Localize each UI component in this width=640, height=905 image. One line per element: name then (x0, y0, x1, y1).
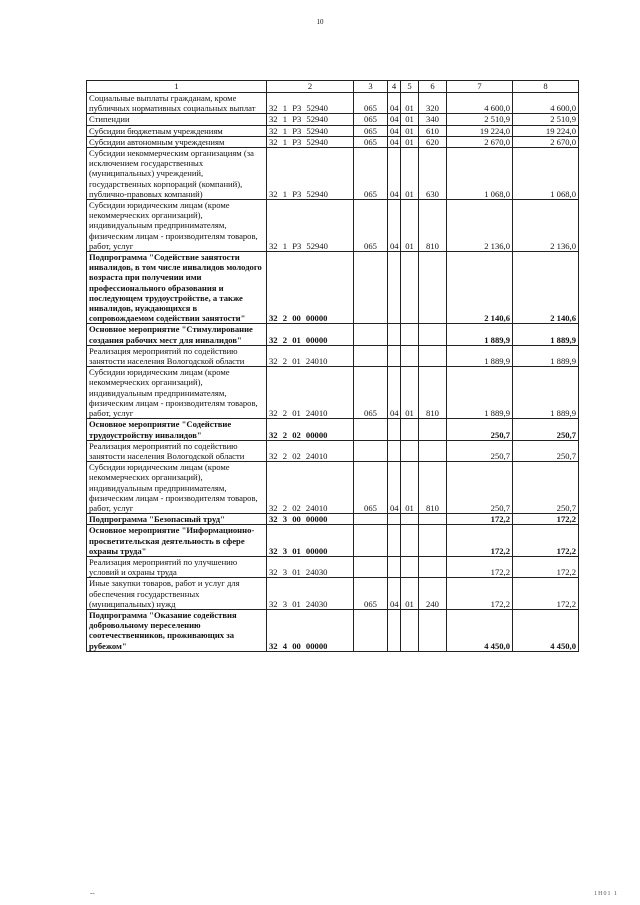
row-ministry-cell (354, 525, 388, 557)
table-row (87, 578, 579, 610)
row-subsection-cell (401, 609, 419, 651)
row-code-cell: 32 2 01 00000 (267, 324, 354, 345)
row-subsection-cell (401, 556, 419, 577)
table-row (87, 345, 579, 366)
row-ministry-cell: 065 (354, 93, 388, 114)
row-subsection-cell (401, 252, 419, 324)
row-code-cell: 32 3 01 24030 (267, 578, 354, 610)
row-amount-cell: 172,2 (447, 525, 513, 557)
row-section-cell: 04 (388, 200, 401, 252)
row-amount-cell: 2 140,6 (447, 252, 513, 324)
row-section-cell (388, 525, 401, 557)
footer-mark-left: -- (90, 889, 95, 897)
row-ministry-cell (354, 440, 388, 461)
row-amount-cell: 1 889,9 (513, 345, 579, 366)
row-amount-cell: 250,7 (513, 462, 579, 514)
row-section-cell (388, 609, 401, 651)
table-row (87, 525, 579, 557)
row-section-cell (388, 440, 401, 461)
row-section-cell: 04 (388, 462, 401, 514)
row-amount-cell: 172,2 (513, 578, 579, 610)
row-amount-cell: 1 068,0 (513, 148, 579, 200)
column-header: 1 (87, 81, 267, 93)
row-code-cell: 32 1 Р3 52940 (267, 200, 354, 252)
row-code-cell: 32 1 Р3 52940 (267, 114, 354, 125)
row-name-cell: Подпрограмма "Оказание содействия добровольному переселению соотечественников, проживающих за рубежом" (87, 609, 267, 651)
row-amount-cell: 2 510,9 (513, 114, 579, 125)
column-header: 2 (267, 81, 354, 93)
row-ministry-cell: 065 (354, 462, 388, 514)
row-name-cell: Субсидии автономным учреждениям (87, 136, 267, 147)
row-amount-cell: 172,2 (447, 578, 513, 610)
row-name-cell: Стипендии (87, 114, 267, 125)
row-expense-type-cell (419, 609, 447, 651)
row-expense-type-cell (419, 440, 447, 461)
table-row (87, 125, 579, 136)
row-code-cell: 32 1 Р3 52940 (267, 148, 354, 200)
column-header: 6 (419, 81, 447, 93)
row-code-cell: 32 2 02 24010 (267, 440, 354, 461)
row-code-cell: 32 1 Р3 52940 (267, 93, 354, 114)
row-amount-cell: 2 140,6 (513, 252, 579, 324)
budget-table (86, 80, 579, 652)
table-row (87, 252, 579, 324)
row-ministry-cell (354, 609, 388, 651)
row-code-cell: 32 1 Р3 52940 (267, 136, 354, 147)
table-row (87, 93, 579, 114)
table-row (87, 114, 579, 125)
row-code-cell: 32 3 01 00000 (267, 525, 354, 557)
row-amount-cell: 1 889,9 (513, 367, 579, 419)
row-subsection-cell (401, 324, 419, 345)
row-code-cell: 32 3 00 00000 (267, 514, 354, 525)
row-ministry-cell: 065 (354, 367, 388, 419)
row-section-cell (388, 252, 401, 324)
row-ministry-cell: 065 (354, 114, 388, 125)
row-amount-cell: 4 600,0 (447, 93, 513, 114)
row-amount-cell: 19 224,0 (513, 125, 579, 136)
row-name-cell: Иные закупки товаров, работ и услуг для обеспечения государственных (муниципальных) нужд (87, 578, 267, 610)
row-subsection-cell: 01 (401, 136, 419, 147)
row-amount-cell: 250,7 (513, 440, 579, 461)
row-expense-type-cell: 340 (419, 114, 447, 125)
row-name-cell: Субсидии юридическим лицам (кроме некоммерческих организаций), индивидуальным предпринимателям, физическим лицам - производителям товаров, работ, услуг (87, 367, 267, 419)
row-subsection-cell: 01 (401, 125, 419, 136)
row-expense-type-cell (419, 419, 447, 440)
row-code-cell: 32 2 02 24010 (267, 462, 354, 514)
row-amount-cell: 4 450,0 (513, 609, 579, 651)
row-section-cell: 04 (388, 125, 401, 136)
row-expense-type-cell (419, 556, 447, 577)
row-amount-cell: 1 889,9 (447, 324, 513, 345)
row-name-cell: Субсидии бюджетным учреждениям (87, 125, 267, 136)
row-expense-type-cell (419, 252, 447, 324)
row-amount-cell: 250,7 (447, 440, 513, 461)
row-amount-cell: 250,7 (513, 419, 579, 440)
footer-mark-right: 1Н01 1 (594, 891, 618, 897)
row-section-cell (388, 556, 401, 577)
row-amount-cell: 2 510,9 (447, 114, 513, 125)
table-row (87, 556, 579, 577)
row-name-cell: Субсидии некоммерческим организациям (за исключением государственных (муниципальных) учреждений, государственных корпораций (компаний), публично-правовых компаний) (87, 148, 267, 200)
row-code-cell: 32 2 01 24010 (267, 345, 354, 366)
table-row (87, 136, 579, 147)
row-amount-cell: 172,2 (447, 514, 513, 525)
row-expense-type-cell (419, 525, 447, 557)
row-amount-cell: 172,2 (513, 556, 579, 577)
column-header: 8 (513, 81, 579, 93)
row-ministry-cell (354, 514, 388, 525)
row-name-cell: Основное мероприятие "Содействие трудоустройству инвалидов" (87, 419, 267, 440)
row-ministry-cell (354, 556, 388, 577)
row-ministry-cell: 065 (354, 148, 388, 200)
row-name-cell: Реализация мероприятий по содействию занятости населения Вологодской области (87, 440, 267, 461)
row-subsection-cell: 01 (401, 114, 419, 125)
row-expense-type-cell: 810 (419, 200, 447, 252)
row-ministry-cell: 065 (354, 200, 388, 252)
row-expense-type-cell: 810 (419, 462, 447, 514)
row-amount-cell: 19 224,0 (447, 125, 513, 136)
row-amount-cell: 4 600,0 (513, 93, 579, 114)
table-body (87, 93, 579, 652)
row-amount-cell: 250,7 (447, 419, 513, 440)
row-subsection-cell: 01 (401, 462, 419, 514)
table-row (87, 609, 579, 651)
column-header: 7 (447, 81, 513, 93)
row-expense-type-cell (419, 345, 447, 366)
row-ministry-cell (354, 419, 388, 440)
row-amount-cell: 1 068,0 (447, 148, 513, 200)
row-amount-cell: 2 136,0 (447, 200, 513, 252)
row-amount-cell: 172,2 (513, 514, 579, 525)
row-section-cell: 04 (388, 148, 401, 200)
row-expense-type-cell: 240 (419, 578, 447, 610)
row-name-cell: Реализация мероприятий по улучшению условий и охраны труда (87, 556, 267, 577)
row-section-cell: 04 (388, 114, 401, 125)
row-subsection-cell (401, 440, 419, 461)
row-ministry-cell (354, 252, 388, 324)
row-amount-cell: 250,7 (447, 462, 513, 514)
row-name-cell: Субсидии юридическим лицам (кроме некоммерческих организаций), индивидуальным предпринимателям, физическим лицам - производителям товаров, работ, услуг (87, 462, 267, 514)
row-subsection-cell (401, 525, 419, 557)
row-subsection-cell (401, 419, 419, 440)
row-ministry-cell (354, 324, 388, 345)
row-subsection-cell: 01 (401, 200, 419, 252)
row-ministry-cell: 065 (354, 136, 388, 147)
column-header: 3 (354, 81, 388, 93)
row-expense-type-cell: 620 (419, 136, 447, 147)
row-amount-cell: 4 450,0 (447, 609, 513, 651)
row-expense-type-cell: 610 (419, 125, 447, 136)
page-number: 10 (316, 18, 324, 26)
row-name-cell: Социальные выплаты гражданам, кроме публичных нормативных социальных выплат (87, 93, 267, 114)
row-code-cell: 32 2 01 24010 (267, 367, 354, 419)
row-code-cell: 32 3 01 24030 (267, 556, 354, 577)
table-row (87, 324, 579, 345)
row-amount-cell: 1 889,9 (513, 324, 579, 345)
row-amount-cell: 2 670,0 (513, 136, 579, 147)
table-row (87, 148, 579, 200)
row-section-cell: 04 (388, 578, 401, 610)
row-ministry-cell: 065 (354, 125, 388, 136)
row-expense-type-cell (419, 324, 447, 345)
column-header: 4 (388, 81, 401, 93)
row-amount-cell: 2 136,0 (513, 200, 579, 252)
row-section-cell: 04 (388, 93, 401, 114)
row-code-cell: 32 1 Р3 52940 (267, 125, 354, 136)
row-name-cell: Подпрограмма "Содействие занятости инвалидов, в том числе инвалидов молодого возраста при получении ими профессионального образования и последующем трудоустройстве, а также инвалидов, нуждающихся в сопровождаемом содействии занятости" (87, 252, 267, 324)
row-subsection-cell (401, 345, 419, 366)
row-expense-type-cell (419, 514, 447, 525)
row-code-cell: 32 2 02 00000 (267, 419, 354, 440)
row-section-cell: 04 (388, 136, 401, 147)
row-amount-cell: 172,2 (447, 556, 513, 577)
row-amount-cell: 2 670,0 (447, 136, 513, 147)
row-expense-type-cell: 810 (419, 367, 447, 419)
row-section-cell (388, 419, 401, 440)
row-expense-type-cell: 630 (419, 148, 447, 200)
table-row (87, 200, 579, 252)
column-header: 5 (401, 81, 419, 93)
row-amount-cell: 1 889,9 (447, 367, 513, 419)
row-name-cell: Подпрограмма "Безопасный труд" (87, 514, 267, 525)
row-ministry-cell (354, 345, 388, 366)
row-code-cell: 32 4 00 00000 (267, 609, 354, 651)
row-section-cell: 04 (388, 367, 401, 419)
row-expense-type-cell: 320 (419, 93, 447, 114)
row-name-cell: Основное мероприятие "Стимулирование создания рабочих мест для инвалидов" (87, 324, 267, 345)
table-row (87, 367, 579, 419)
row-section-cell (388, 514, 401, 525)
table-row (87, 440, 579, 461)
row-subsection-cell: 01 (401, 148, 419, 200)
row-subsection-cell: 01 (401, 93, 419, 114)
row-name-cell: Основное мероприятие "Информационно-просветительская деятельность в сфере охраны труда" (87, 525, 267, 557)
row-code-cell: 32 2 00 00000 (267, 252, 354, 324)
row-subsection-cell: 01 (401, 367, 419, 419)
row-subsection-cell: 01 (401, 578, 419, 610)
row-amount-cell: 1 889,9 (447, 345, 513, 366)
row-section-cell (388, 345, 401, 366)
table-row (87, 419, 579, 440)
row-ministry-cell: 065 (354, 578, 388, 610)
column-header-row (87, 81, 579, 93)
table-row (87, 514, 579, 525)
row-name-cell: Субсидии юридическим лицам (кроме некоммерческих организаций), индивидуальным предпринимателям, физическим лицам - производителям товаров, работ, услуг (87, 200, 267, 252)
row-name-cell: Реализация мероприятий по содействию занятости населения Вологодской области (87, 345, 267, 366)
row-section-cell (388, 324, 401, 345)
row-subsection-cell (401, 514, 419, 525)
row-amount-cell: 172,2 (513, 525, 579, 557)
table-row (87, 462, 579, 514)
